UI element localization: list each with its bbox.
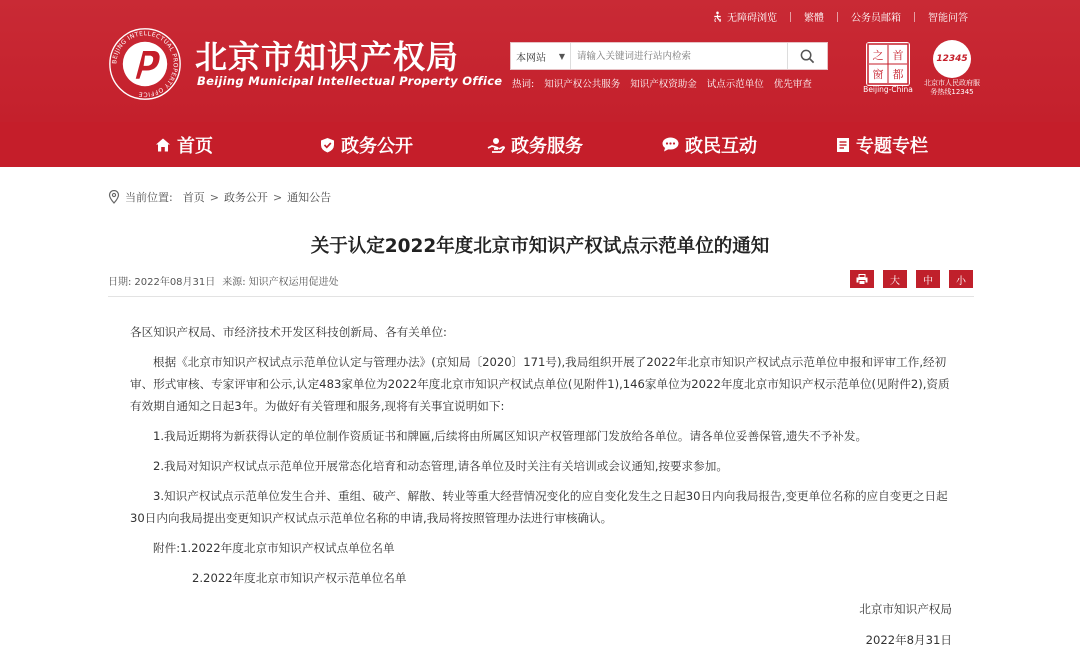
main-nav: [0, 122, 1080, 167]
hot-words: [512, 76, 822, 90]
nav-government-affairs-label: 政务公开: [341, 135, 413, 157]
office-emblem-logo[interactable]: [107, 27, 183, 101]
breadcrumb-government-affairs[interactable]: 政务公开: [223, 191, 268, 204]
nav-public-interaction-label: 政民互动: [685, 135, 757, 157]
article-title: 关于认定2022年度北京市知识产权试点示范单位的通知: [310, 236, 770, 257]
article-salutation: 各区知识产权局、市经济技术开发区科技创新局、各有关单位:: [130, 325, 447, 339]
civil-servant-mail-link[interactable]: 公务员邮箱: [851, 13, 901, 24]
search-scope-select[interactable]: [511, 43, 571, 69]
nav-government-services[interactable]: [487, 122, 583, 167]
location-pin-icon: [108, 190, 120, 204]
hot-word-link[interactable]: 知识产权公共服务: [544, 79, 621, 90]
smart-qa-link[interactable]: 智能问答: [928, 13, 968, 24]
hot-word-link[interactable]: 试点示范单位: [706, 79, 764, 90]
breadcrumb-notices[interactable]: 通知公告: [287, 191, 332, 204]
shield-icon: [320, 137, 335, 153]
article-body: [130, 321, 953, 597]
breadcrumb-separator: >: [209, 190, 219, 204]
home-icon: [155, 137, 171, 153]
article-paragraph: 1.我局近期将为新获得认定的单位制作资质证书和牌匾,后续将由所属区知识产权管理部门发放给各单位。请各单位妥善保管,遗失不予补发。: [153, 429, 868, 443]
nav-government-services-label: 政务服务: [511, 135, 583, 157]
font-large-button[interactable]: 大: [883, 270, 907, 288]
svg-text:都: 都: [892, 68, 904, 81]
breadcrumb-home[interactable]: 首页: [182, 191, 205, 204]
hotline-caption: 北京市人民政府服务热线12345: [924, 79, 980, 96]
site-search: [510, 42, 828, 70]
font-small-button[interactable]: 小: [949, 270, 973, 288]
document-icon: [836, 137, 850, 153]
accessibility-icon: [712, 11, 723, 22]
svg-text:之: 之: [872, 49, 884, 62]
signature-date: 2022年8月31日: [865, 633, 952, 647]
nav-home-label: 首页: [177, 135, 213, 157]
site-title-en: Beijing Municipal Intellectual Property Office: [197, 74, 503, 88]
service-hand-icon: [487, 137, 505, 153]
top-links: [712, 9, 968, 24]
nav-government-affairs[interactable]: [320, 122, 413, 167]
chevron-down-icon: ▼: [558, 51, 565, 61]
font-medium-button[interactable]: 中: [916, 270, 940, 288]
accessibility-label: 无障碍浏览: [727, 13, 777, 24]
capital-window-caption: Beijing-China: [863, 85, 913, 94]
traditional-chinese-link[interactable]: 繁體: [804, 13, 824, 24]
top-link-divider: [837, 12, 838, 22]
article-date: 2022年08月31日: [134, 277, 216, 288]
source-label: 来源:: [222, 277, 246, 288]
article-meta: [108, 273, 339, 288]
nav-special-topics[interactable]: [836, 122, 928, 167]
capital-window-badge[interactable]: [866, 42, 910, 86]
nav-public-interaction[interactable]: [662, 122, 757, 167]
hot-word-link[interactable]: 优先审查: [773, 79, 812, 90]
hot-word-link[interactable]: 知识产权资助金: [630, 79, 697, 90]
article-paragraph: 2.我局对知识产权试点示范单位开展常态化培育和动态管理,请各单位及时关注有关培训或会议通知,按要求参加。: [153, 459, 728, 473]
hot-words-label: 热词:: [512, 79, 535, 90]
article-paragraph: 3.知识产权试点示范单位发生合并、重组、破产、解散、转业等重大经营情况变化的应自变化发生之日起30日内向我局报告,变更单位名称的应自变更之日起30日内向我局提出变更知识产权试点示范单位名称的申请,我局将按照管理办法进行审核确认。: [130, 489, 948, 525]
top-link-divider: [790, 12, 791, 22]
nav-special-topics-label: 专题专栏: [856, 135, 928, 157]
attachment-link[interactable]: 附件:1.2022年度北京市知识产权试点单位名单: [153, 541, 395, 555]
hotline-12345-badge[interactable]: [933, 40, 971, 78]
svg-text:窗: 窗: [872, 68, 884, 81]
search-button[interactable]: [787, 43, 827, 69]
article-source: 知识产权运用促进处: [248, 277, 339, 288]
chat-icon: [662, 137, 679, 152]
search-input[interactable]: [571, 43, 787, 69]
print-button[interactable]: [850, 270, 874, 288]
breadcrumb-separator: >: [272, 190, 283, 204]
breadcrumb-label: 当前位置:: [125, 191, 173, 204]
article-paragraph: 根据《北京市知识产权试点示范单位认定与管理办法》(京知局〔2020〕171号),我局组织开展了2022年北京市知识产权试点示范单位申报和评审工作,经初审、形式审核、专家评审和公示,认定483家单位为2022年度北京市知识产权试点单位(见附件1),146家单位为2022年度北京市知识产权示范单位(见附件2),资质有效期自通知之日起3年。为做好有关管理和服务,现将有关事宜说明如下:: [130, 355, 950, 413]
svg-text:首: 首: [892, 49, 904, 62]
search-scope-value: 本网站: [516, 52, 546, 64]
print-icon: [856, 274, 868, 285]
top-link-divider: [914, 12, 915, 22]
signature: 北京市知识产权局: [859, 602, 952, 616]
date-label: 日期:: [108, 277, 132, 288]
site-title-cn[interactable]: 北京市知识产权局: [195, 38, 460, 76]
nav-home[interactable]: [155, 122, 213, 167]
breadcrumb: [108, 189, 331, 205]
search-icon: [800, 49, 815, 64]
hotline-number: 12345: [936, 54, 968, 64]
svg-text:BEIJING INTELLECTUAL PROPERTY: BEIJING INTELLECTUAL PROPERTY OFFICE: [111, 30, 179, 98]
meta-divider: [108, 296, 974, 297]
accessibility-link[interactable]: [712, 9, 777, 24]
article-tools: [850, 270, 973, 288]
attachment-link[interactable]: 2.2022年度北京市知识产权示范单位名单: [192, 571, 407, 585]
